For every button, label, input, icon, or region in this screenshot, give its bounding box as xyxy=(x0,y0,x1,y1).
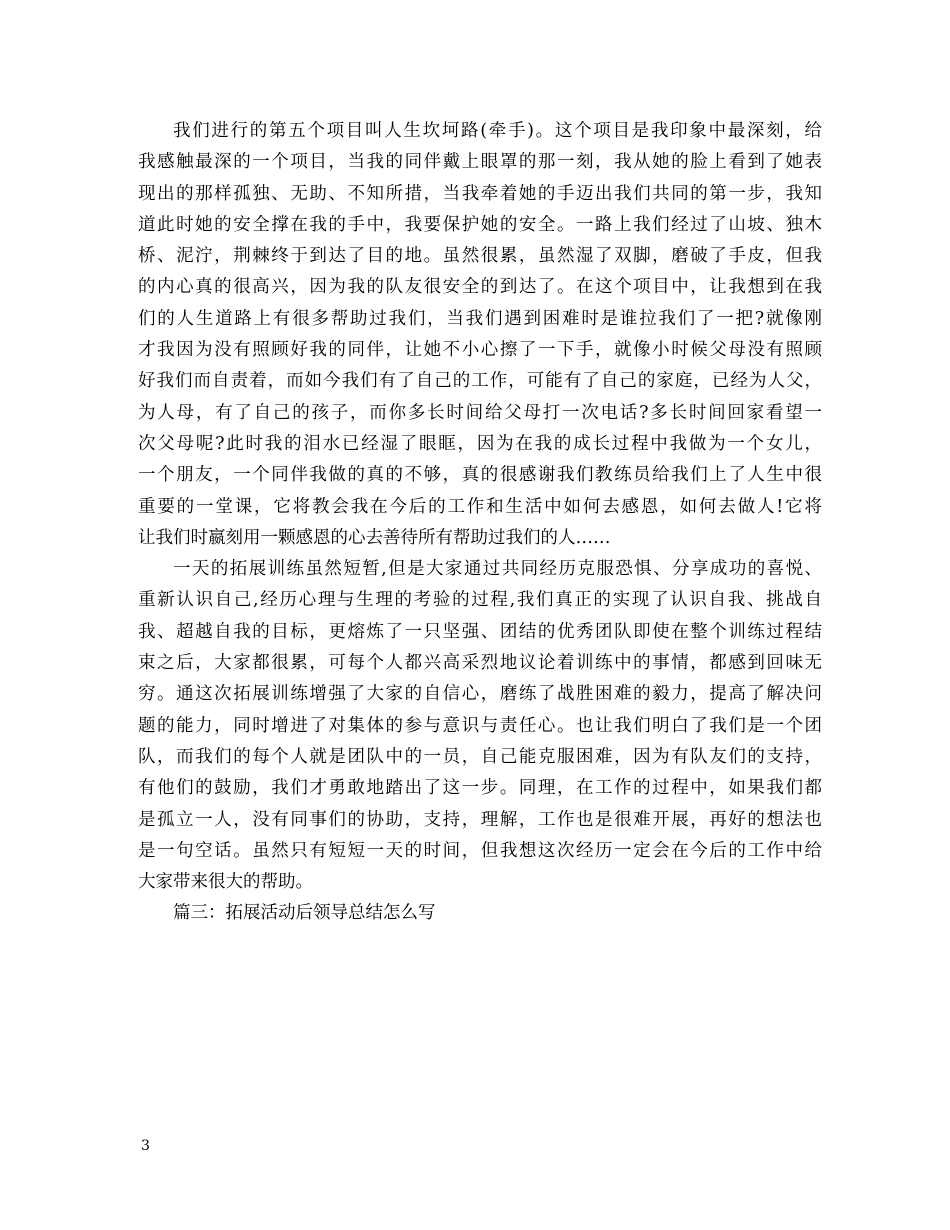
text-line: 有他们的鼓励，我们才勇敢地踏出了这一步。同理，在工作的过程中，如果我们都 xyxy=(138,778,822,799)
page-number: 3 xyxy=(141,1138,150,1154)
text-line: 桥、泥泞，荆棘终于到达了目的地。虽然很累，虽然湿了双脚，磨破了手皮，但我 xyxy=(138,246,822,267)
text-line: 一天的拓展训练虽然短暂,但是大家通过共同经历克服恐惧、分享成功的喜悦、 xyxy=(173,559,822,580)
text-line: 束之后，大家都很累，可每个人都兴高采烈地议论着训练中的事情，都感到回味无 xyxy=(138,653,822,674)
text-line: 穷。通这次拓展训练增强了大家的自信心，磨练了战胜困难的毅力，提高了解决问 xyxy=(138,684,822,705)
paragraph xyxy=(138,898,822,929)
text-line: 是孤立一人，没有同事们的协助，支持，理解，工作也是很难开展，再好的想法也 xyxy=(138,809,822,830)
paragraph xyxy=(138,116,822,554)
document-body xyxy=(138,116,822,930)
text-line: 大家带来很大的帮助。 xyxy=(138,872,313,893)
text-line: 现出的那样孤独、无助、不知所措，当我牵着她的手迈出我们共同的第一步，我知 xyxy=(138,183,822,204)
text-line: 队，而我们的每个人就是团队中的一员，自己能克服困难，因为有队友们的支持， xyxy=(138,746,822,767)
text-line: 们的人生道路上有很多帮助过我们，当我们遇到困难时是谁拉我们了一把?就像刚 xyxy=(138,308,822,329)
text-line: 一个朋友，一个同伴我做的真的不够，真的很感谢我们教练员给我们上了人生中很 xyxy=(138,465,822,486)
text-line: 次父母呢?此时我的泪水已经湿了眼眶，因为在我的成长过程中我做为一个女儿， xyxy=(138,433,822,454)
paragraph xyxy=(138,554,822,898)
text-line: 篇三：拓展活动后领导总结怎么写 xyxy=(173,903,436,924)
text-line: 的内心真的很高兴，因为我的队友很安全的到达了。在这个项目中，让我想到在我 xyxy=(138,277,822,298)
text-line: 我、超越自我的目标，更熔炼了一只坚强、团结的优秀团队即使在整个训练过程结 xyxy=(138,621,822,642)
text-line: 让我们时嬴刻用一颗感恩的心去善待所有帮助过我们的人…… xyxy=(138,527,611,548)
text-line: 才我因为没有照顾好我的同伴，让她不小心擦了一下手，就像小时候父母没有照顾 xyxy=(138,340,822,361)
text-line: 为人母，有了自己的孩子，而你多长时间给父母打一次电话?多长时间回家看望一 xyxy=(138,402,822,423)
text-line: 好我们而自责着，而如今我们有了自己的工作，可能有了自己的家庭，已经为人父， xyxy=(138,371,822,392)
text-line: 我们进行的第五个项目叫人生坎坷路(牵手)。这个项目是我印象中最深刻，给 xyxy=(173,121,822,141)
text-line: 重要的一堂课，它将教会我在今后的工作和生活中如何去感恩，如何去做人!它将 xyxy=(138,496,822,517)
text-line: 道此时她的安全撑在我的手中，我要保护她的安全。一路上我们经过了山坡、独木 xyxy=(138,214,822,235)
text-line: 我感触最深的一个项目，当我的同伴戴上眼罩的那一刻，我从她的脸上看到了她表 xyxy=(138,152,822,173)
text-line: 重新认识自己,经历心理与生理的考验的过程,我们真正的实现了认识自我、挑战自 xyxy=(138,590,822,611)
text-line: 题的能力，同时增进了对集体的参与意识与责任心。也让我们明白了我们是一个团 xyxy=(138,715,822,736)
text-line: 是一句空话。虽然只有短短一天的时间，但我想这次经历一定会在今后的工作中给 xyxy=(138,840,822,861)
